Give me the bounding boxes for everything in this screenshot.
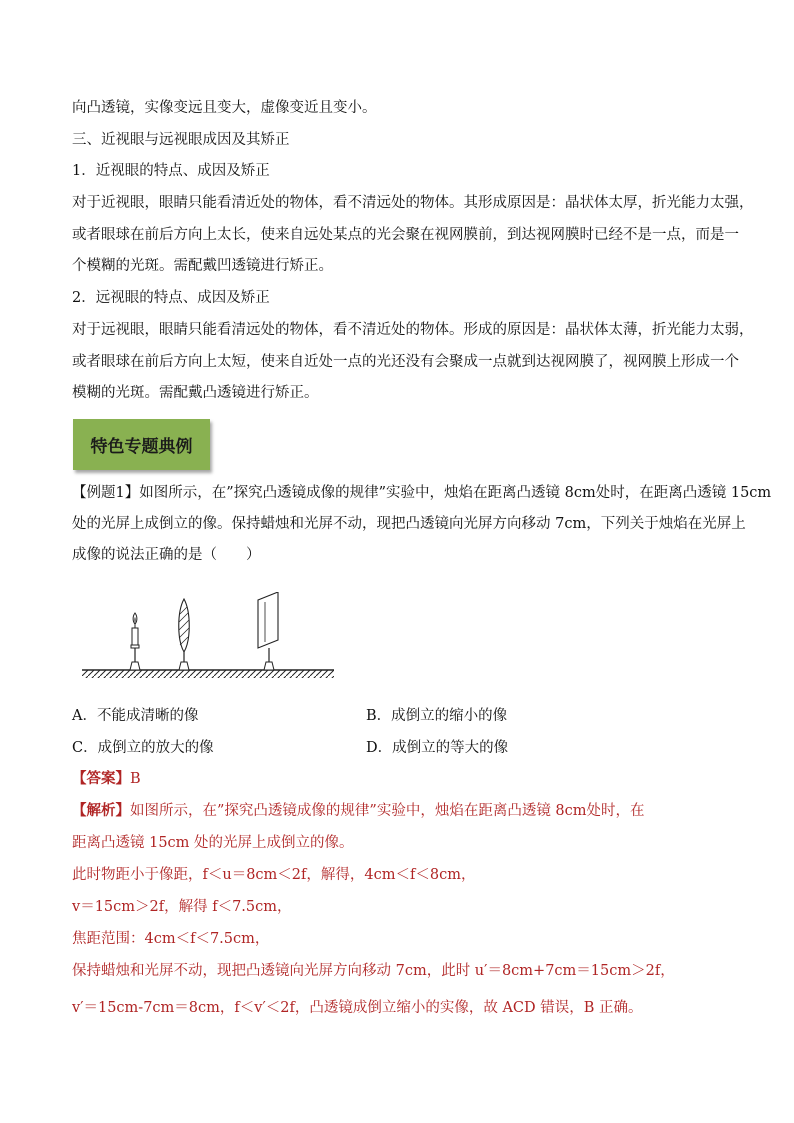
theory-text-line: 个模糊的光斑。需配戴凹透镜进行矫正。	[72, 258, 333, 274]
section-banner	[73, 419, 210, 470]
theory-text-line: 或者眼球在前后方向上太长，使来自远处某点的光会聚在视网膜前，到达视网膜时已经不是一点，而是一	[72, 227, 739, 243]
analysis-text: 如图所示，在”探究凸透镜成像的规律”实验中，烛焰在距离凸透镜 8cm处时，在	[130, 803, 645, 819]
option-a[interactable]: A．不能成清晰的像	[72, 708, 199, 724]
answer-value: B	[130, 771, 141, 787]
section-banner-label: 特色专题典例	[90, 437, 193, 457]
screen-icon	[258, 592, 278, 670]
answer-line	[72, 769, 732, 789]
analysis-line: 此时物距小于像距，f＜u＝8cm＜2f，解得，4cm＜f＜8cm，	[72, 867, 476, 883]
lens-icon	[179, 599, 190, 670]
option-c[interactable]: C．成倒立的放大的像	[72, 740, 214, 756]
section-heading: 三、近视眼与远视眼成因及其矫正	[72, 132, 290, 148]
theory-text-line: 模糊的光斑。需配戴凸透镜进行矫正。	[72, 385, 319, 401]
question-line: 【例题1】如图所示，在”探究凸透镜成像的规律”实验中，烛焰在距离凸透镜 8cm处时，在距离凸透镜 15cm	[72, 485, 772, 501]
analysis-line: 保持蜡烛和光屏不动，现把凸透镜向光屏方向移动 7cm，此时 u′＝8cm+7cm＝15cm＞2f，	[72, 963, 675, 979]
analysis-line: 距离凸透镜 15cm 处的光屏上成倒立的像。	[72, 835, 354, 851]
analysis-line: v′＝15cm-7cm＝8cm，f＜v′＜2f，凸透镜成倒立缩小的实像，故 ACD 错误，B 正确。	[72, 1000, 643, 1016]
experiment-figure	[82, 592, 344, 684]
theory-text-line: 或者眼球在前后方向上太短，使来自近处一点的光还没有会聚成一点就到达视网膜了，视网膜上形成一个	[72, 354, 739, 370]
option-b[interactable]: B．成倒立的缩小的像	[366, 708, 508, 724]
theory-text-line: 向凸透镜，实像变远且变大，虚像变近且变小。	[72, 100, 377, 116]
question-line: 处的光屏上成倒立的像。保持蜡烛和光屏不动，现把凸透镜向光屏方向移动 7cm，下列关于烛焰在光屏上	[72, 516, 746, 532]
answer-label: 【答案】	[72, 770, 130, 787]
analysis-line: 焦距范围：4cm＜f＜7.5cm，	[72, 931, 270, 947]
option-d[interactable]: D．成倒立的等大的像	[366, 740, 509, 756]
table-surface	[82, 670, 334, 678]
candle-icon	[130, 613, 140, 670]
analysis-line	[72, 801, 732, 821]
theory-text-line: 对于远视眼，眼睛只能看清远处的物体，看不清近处的物体。形成的原因是：晶状体太薄，折光能力太弱，	[72, 322, 754, 338]
analysis-label: 【解析】	[72, 802, 130, 819]
question-line: 成像的说法正确的是（ ）	[72, 547, 261, 563]
subsection-heading: 2．远视眼的特点、成因及矫正	[72, 290, 270, 306]
analysis-line: v＝15cm＞2f，解得 f＜7.5cm，	[72, 899, 292, 915]
subsection-heading: 1．近视眼的特点、成因及矫正	[72, 163, 270, 179]
theory-text-line: 对于近视眼，眼睛只能看清近处的物体，看不清远处的物体。其形成原因是：晶状体太厚，折光能力太强，	[72, 195, 754, 211]
